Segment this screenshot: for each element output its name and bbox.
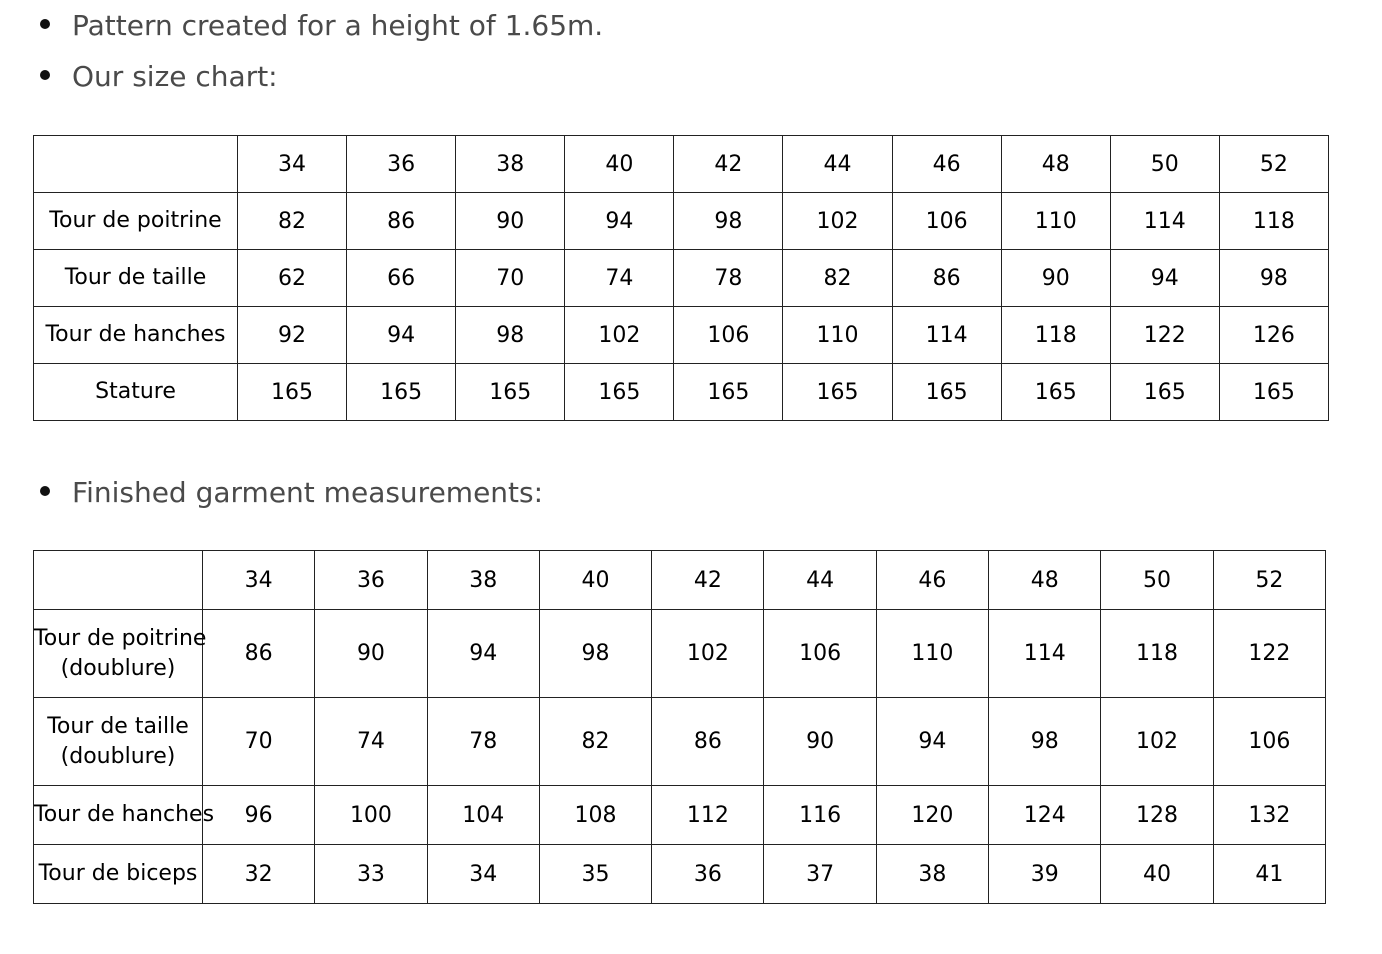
value-cell: 36 (652, 845, 764, 904)
size-header-cell: 36 (347, 136, 456, 193)
value-cell: 118 (1001, 307, 1110, 364)
size-header-cell: 42 (674, 136, 783, 193)
value-cell: 32 (203, 845, 315, 904)
value-cell: 94 (1110, 250, 1219, 307)
row-label-cell (34, 610, 207, 698)
value-cell: 102 (1101, 698, 1213, 786)
value-cell: 106 (764, 610, 876, 698)
value-cell: 110 (876, 610, 988, 698)
value-cell: 116 (764, 786, 876, 845)
value-cell: 165 (674, 364, 783, 421)
value-cell: 106 (674, 307, 783, 364)
size-header-cell: 52 (1213, 551, 1325, 610)
value-cell: 86 (347, 193, 456, 250)
value-cell: 110 (1001, 193, 1110, 250)
value-cell: 94 (565, 193, 674, 250)
size-chart-table (33, 135, 1329, 421)
value-cell: 165 (1110, 364, 1219, 421)
bullet-dot-icon (40, 70, 50, 80)
size-header-cell: 52 (1219, 136, 1328, 193)
row-label-line: (doublure) (60, 743, 176, 769)
row-label-cell (34, 698, 203, 786)
value-cell: 90 (456, 193, 565, 250)
table-row (34, 786, 1326, 845)
value-cell: 94 (876, 698, 988, 786)
value-cell: 118 (1101, 610, 1213, 698)
row-label-cell: Tour de taille (34, 250, 238, 307)
value-cell: 92 (238, 307, 347, 364)
value-cell: 114 (1110, 193, 1219, 250)
value-cell: 38 (876, 845, 988, 904)
value-cell: 39 (989, 845, 1101, 904)
value-cell: 90 (315, 610, 427, 698)
corner-cell (34, 136, 238, 193)
value-cell: 86 (652, 698, 764, 786)
value-cell: 110 (783, 307, 892, 364)
table-header-row (34, 551, 1326, 610)
value-cell: 165 (1001, 364, 1110, 421)
value-cell: 41 (1213, 845, 1325, 904)
bullet-text: Our size chart: (72, 60, 278, 93)
value-cell: 132 (1213, 786, 1325, 845)
value-cell: 165 (892, 364, 1001, 421)
size-header-cell: 34 (203, 551, 315, 610)
value-cell: 120 (876, 786, 988, 845)
value-cell: 70 (203, 698, 315, 786)
row-label-cell (34, 845, 203, 904)
row-label-cell: Stature (34, 364, 238, 421)
value-cell: 165 (1219, 364, 1328, 421)
finished-garment-table (33, 550, 1326, 904)
value-cell: 66 (347, 250, 456, 307)
row-label-cell: Tour de hanches (34, 307, 238, 364)
value-cell: 90 (1001, 250, 1110, 307)
value-cell: 122 (1110, 307, 1219, 364)
value-cell: 74 (315, 698, 427, 786)
value-cell: 35 (539, 845, 651, 904)
size-header-cell: 34 (238, 136, 347, 193)
value-cell: 108 (539, 786, 651, 845)
value-cell: 104 (427, 786, 539, 845)
table-row (34, 610, 1326, 698)
value-cell: 78 (427, 698, 539, 786)
value-cell: 94 (427, 610, 539, 698)
value-cell: 62 (238, 250, 347, 307)
size-header-cell: 44 (764, 551, 876, 610)
size-header-cell: 40 (565, 136, 674, 193)
table-row (34, 698, 1326, 786)
value-cell: 118 (1219, 193, 1328, 250)
value-cell: 124 (989, 786, 1101, 845)
row-label-line: Tour de hanches (34, 802, 215, 827)
value-cell: 114 (989, 610, 1101, 698)
value-cell: 82 (539, 698, 651, 786)
size-header-cell: 50 (1110, 136, 1219, 193)
value-cell: 86 (203, 610, 315, 698)
bullet-finished-garment (40, 476, 543, 510)
size-header-cell: 38 (456, 136, 565, 193)
value-cell: 165 (347, 364, 456, 421)
row-label-cell (34, 786, 215, 845)
value-cell: 114 (892, 307, 1001, 364)
value-cell: 94 (347, 307, 456, 364)
row-label-line: (doublure) (60, 655, 176, 681)
size-header-cell: 50 (1101, 551, 1213, 610)
value-cell: 112 (652, 786, 764, 845)
table-row (34, 845, 1326, 904)
value-cell: 98 (674, 193, 783, 250)
value-cell: 90 (764, 698, 876, 786)
value-cell: 102 (652, 610, 764, 698)
corner-cell (34, 551, 203, 610)
value-cell: 106 (892, 193, 1001, 250)
value-cell: 106 (1213, 698, 1325, 786)
row-label-line: Tour de taille (47, 713, 189, 739)
value-cell: 98 (456, 307, 565, 364)
row-label-cell: Tour de poitrine (34, 193, 238, 250)
value-cell: 78 (674, 250, 783, 307)
value-cell: 102 (565, 307, 674, 364)
value-cell: 98 (1219, 250, 1328, 307)
value-cell: 128 (1101, 786, 1213, 845)
table-header-row (34, 136, 1329, 193)
bullet-size-chart (40, 60, 278, 94)
value-cell: 82 (238, 193, 347, 250)
size-header-cell: 48 (1001, 136, 1110, 193)
table-row (34, 307, 1329, 364)
size-header-cell: 46 (892, 136, 1001, 193)
value-cell: 165 (238, 364, 347, 421)
size-header-cell: 46 (876, 551, 988, 610)
value-cell: 37 (764, 845, 876, 904)
bullet-text: Finished garment measurements: (72, 476, 544, 509)
value-cell: 122 (1213, 610, 1325, 698)
value-cell: 98 (989, 698, 1101, 786)
size-header-cell: 38 (427, 551, 539, 610)
value-cell: 126 (1219, 307, 1328, 364)
table-row (34, 364, 1329, 421)
value-cell: 33 (315, 845, 427, 904)
size-header-cell: 44 (783, 136, 892, 193)
value-cell: 70 (456, 250, 565, 307)
table-row (34, 250, 1329, 307)
bullet-dot-icon (40, 19, 50, 29)
value-cell: 102 (783, 193, 892, 250)
size-header-cell: 42 (652, 551, 764, 610)
size-header-cell: 36 (315, 551, 427, 610)
value-cell: 165 (456, 364, 565, 421)
value-cell: 82 (783, 250, 892, 307)
value-cell: 165 (565, 364, 674, 421)
value-cell: 98 (539, 610, 651, 698)
value-cell: 74 (565, 250, 674, 307)
value-cell: 165 (783, 364, 892, 421)
row-label-line: Tour de biceps (38, 861, 198, 886)
value-cell: 100 (315, 786, 427, 845)
row-label-line: Tour de poitrine (34, 625, 207, 651)
bullet-pattern-height (40, 9, 603, 43)
value-cell: 40 (1101, 845, 1213, 904)
value-cell: 86 (892, 250, 1001, 307)
size-header-cell: 48 (989, 551, 1101, 610)
bullet-text: Pattern created for a height of 1.65m. (72, 9, 604, 42)
table-row (34, 193, 1329, 250)
size-header-cell: 40 (539, 551, 651, 610)
value-cell: 96 (203, 786, 315, 845)
bullet-dot-icon (40, 486, 50, 496)
value-cell: 34 (427, 845, 539, 904)
